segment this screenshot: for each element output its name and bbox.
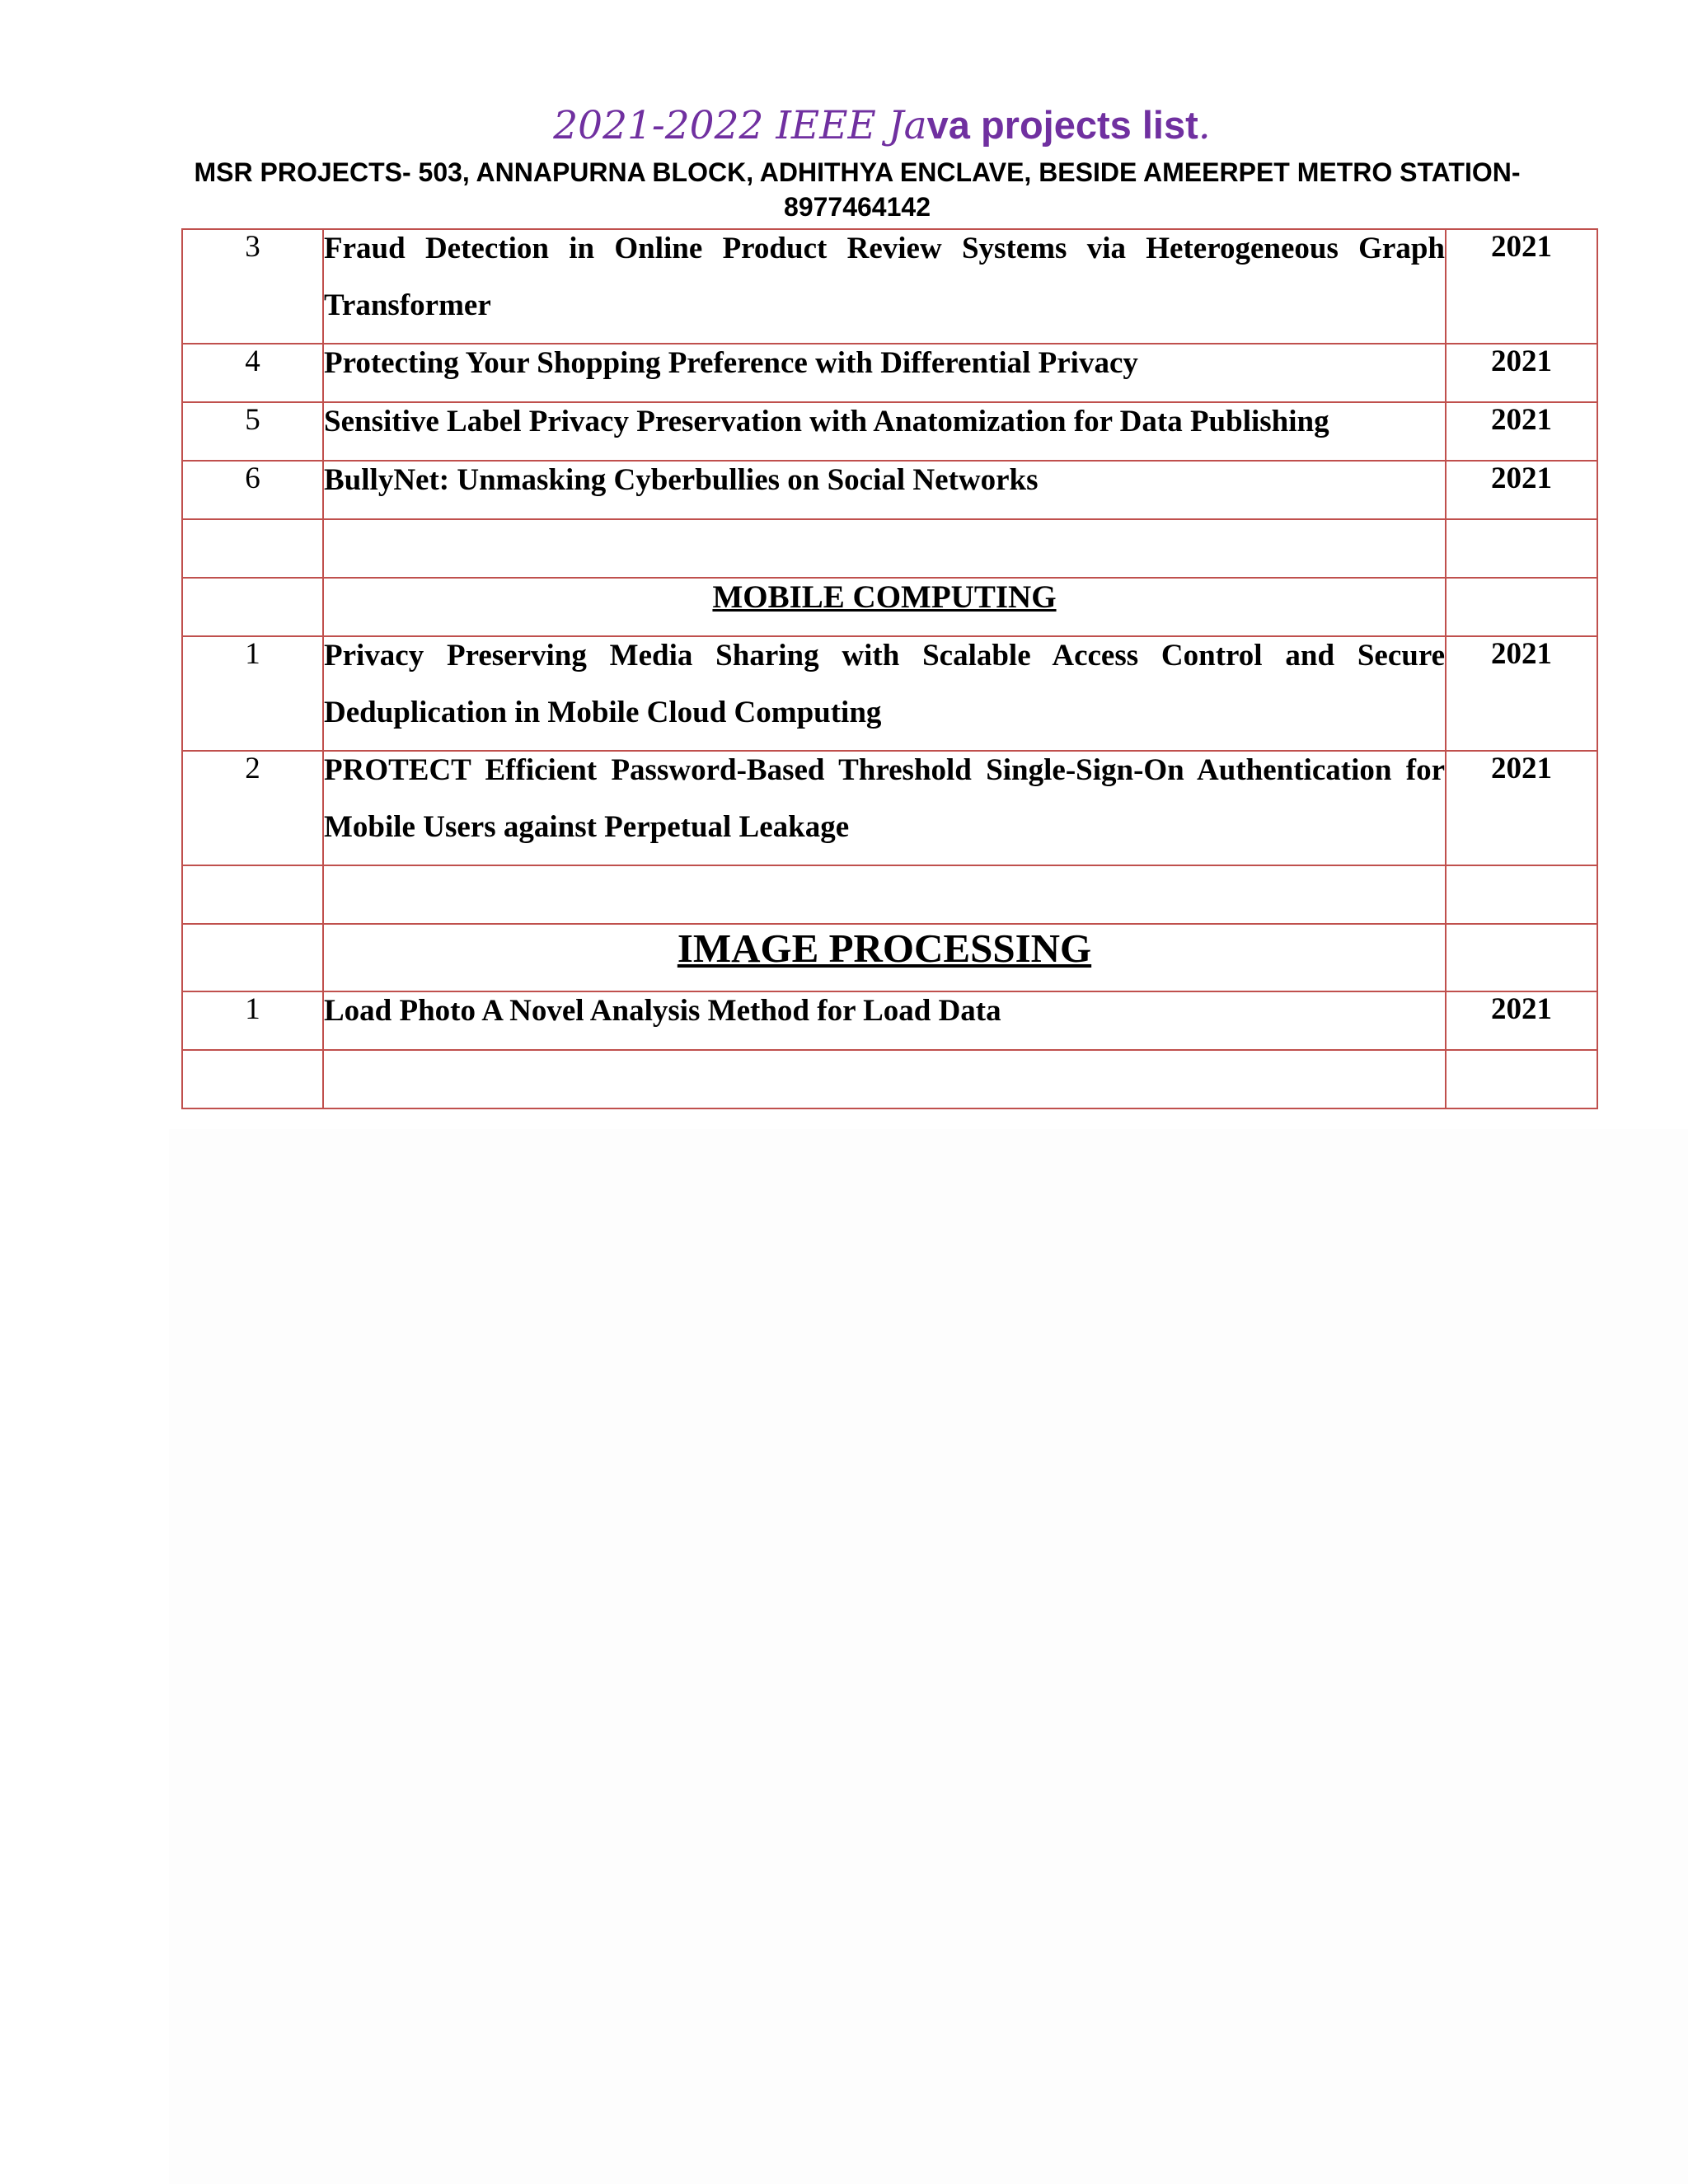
row-number: 3 xyxy=(182,229,323,344)
document-title xyxy=(0,101,1688,151)
document-subtitle: MSR PROJECTS- 503, ANNAPURNA BLOCK, ADHITHYA ENCLAVE, BESIDE AMEERPET METRO STATION-8977464142 xyxy=(194,157,1521,222)
title-part-2: va projects list xyxy=(926,103,1198,147)
project-title xyxy=(323,751,1446,865)
project-year: 2021 xyxy=(1446,402,1597,461)
title-dot: . xyxy=(1198,103,1211,148)
project-year: 2021 xyxy=(1446,229,1597,344)
table-row xyxy=(182,636,1597,751)
table-row xyxy=(182,751,1597,865)
table-row xyxy=(182,229,1597,344)
project-year: 2021 xyxy=(1446,344,1597,402)
project-title-text: Fraud Detection in Online Product Review Systems via Heterogeneous Graph Transformer xyxy=(324,232,1445,322)
project-title-text: Privacy Preserving Media Sharing with Scalable Access Control and Secure Deduplication in Mobile Cloud Computing xyxy=(324,639,1445,729)
project-title xyxy=(323,991,1446,1050)
section-heading-mobile-computing: MOBILE COMPUTING xyxy=(323,578,1446,636)
empty-cell xyxy=(1446,578,1597,636)
empty-row xyxy=(182,865,1597,924)
project-year: 2021 xyxy=(1446,991,1597,1050)
table-row xyxy=(182,991,1597,1050)
project-title xyxy=(323,461,1446,519)
empty-cell xyxy=(323,519,1446,578)
row-number: 2 xyxy=(182,751,323,865)
project-title-text: PROTECT Efficient Password-Based Threshold Single-Sign-On Authentication for Mobile Users against Perpetual Leakage xyxy=(324,753,1445,844)
project-title-text: BullyNet: Unmasking Cyberbullies on Social Networks xyxy=(324,463,1039,497)
table-row xyxy=(182,461,1597,519)
empty-cell xyxy=(1446,865,1597,924)
row-number: 6 xyxy=(182,461,323,519)
empty-cell xyxy=(182,578,323,636)
empty-row xyxy=(182,519,1597,578)
empty-cell xyxy=(323,1050,1446,1108)
project-title-text: Sensitive Label Privacy Preservation with Anatomization for Data Publishing xyxy=(324,405,1329,438)
title-part-1: 2021-2022 IEEE Ja xyxy=(553,103,927,148)
empty-cell xyxy=(323,865,1446,924)
projects-table xyxy=(181,228,1598,1109)
project-title xyxy=(323,636,1446,751)
empty-cell xyxy=(1446,924,1597,991)
row-number: 5 xyxy=(182,402,323,461)
row-number: 1 xyxy=(182,991,323,1050)
empty-cell xyxy=(182,1050,323,1108)
project-title-text: Protecting Your Shopping Preference with Differential Privacy xyxy=(324,346,1138,380)
empty-cell xyxy=(1446,1050,1597,1108)
project-title-text: Load Photo A Novel Analysis Method for Load Data xyxy=(324,994,1001,1028)
row-number: 4 xyxy=(182,344,323,402)
project-title xyxy=(323,229,1446,344)
empty-cell xyxy=(182,519,323,578)
project-year: 2021 xyxy=(1446,751,1597,865)
empty-cell xyxy=(182,924,323,991)
row-number: 1 xyxy=(182,636,323,751)
empty-row xyxy=(182,1050,1597,1108)
project-year: 2021 xyxy=(1446,461,1597,519)
empty-cell xyxy=(182,865,323,924)
page-background-shade xyxy=(169,1129,1688,2184)
section-heading-image-processing: IMAGE PROCESSING xyxy=(323,924,1446,991)
project-year: 2021 xyxy=(1446,636,1597,751)
section-heading-row xyxy=(182,924,1597,991)
empty-cell xyxy=(1446,519,1597,578)
